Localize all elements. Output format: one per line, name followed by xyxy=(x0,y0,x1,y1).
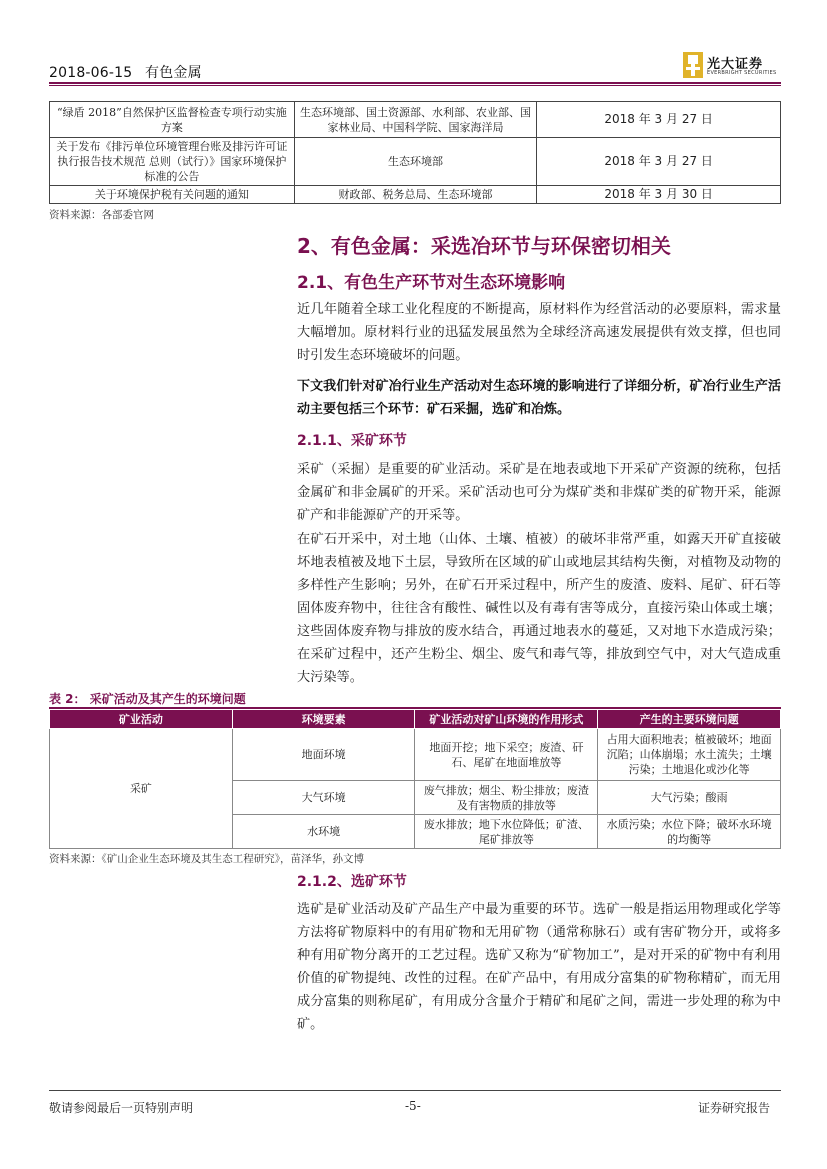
problem-cell: 大气污染；酸雨 xyxy=(598,781,781,815)
footer-rule xyxy=(49,1090,781,1091)
subsubsection-heading: 2.1.1、采矿环节 xyxy=(297,433,407,449)
table-row xyxy=(50,138,781,186)
page-number: -5- xyxy=(405,1099,421,1113)
logo-mark-icon xyxy=(683,52,703,78)
logo-text: 光大证券 xyxy=(707,57,764,72)
form-cell: 废水排放；地下水位降低；矿渣、尾矿排放等 xyxy=(415,815,598,849)
policy-dept-cell: 生态环境部 xyxy=(294,138,537,186)
paragraph: 近几年随着全球工业化程度的不断提高，原材料作为经営活动的必要原料，需求量大幅增加。原材料行业的迅猛发展虽然为全球经济高速发展提供有效支撑，但也同时引发生态环境破坏的问题。 xyxy=(297,302,781,363)
subsection-heading: 2.1、有色生产环节对生态环境影响 xyxy=(297,273,566,293)
table2-source: 资料来源：《矿山企业生态环境及其生态工程研究》，苗泽华，孙文博 xyxy=(49,853,364,865)
paragraph-block-2 xyxy=(297,375,781,421)
section-heading: 2、有色金属：采选冶环节与环保密切相关 xyxy=(297,234,671,258)
column-header: 矿业活动对矿山环境的作用形式 xyxy=(415,710,598,729)
column-header: 产生的主要环境问题 xyxy=(598,710,781,729)
report-header xyxy=(49,62,202,82)
policy-title-cell: 关于环境保护税有关问题的通知 xyxy=(50,186,295,204)
form-cell: 地面开挖；地下采空；废渣、矸石、尾矿在地面堆放等 xyxy=(415,729,598,781)
policy-dept-cell: 生态环境部、国土资源部、水利部、农业部、国家林业局、中国科学院、国家海洋局 xyxy=(294,102,537,138)
column-header: 矿业活动 xyxy=(50,710,233,729)
paragraph: 选矿是矿业活动及矿产品生产中最为重要的环节。选矿一般是指运用物理或化学等方法将矿物原料中的有用矿物和无用矿物（通常称脉石）或有害矿物分开，或将多种有用矿物分离开的工艺过程。选矿又称为“矿物加工”，是对开采的矿物中有利用价值的矿物提纯、改性的过程。在矿产品中，有用成分富集的矿物称精矿，而无用成分富集的则称尾矿，有用成分含量介于精矿和尾矿之间，需进一步处理的称为中矿。 xyxy=(297,902,781,1032)
form-cell: 废气排放；烟尘、粉尘排放；废渣及有害物质的排放等 xyxy=(415,781,598,815)
activity-cell: 采矿 xyxy=(50,729,233,849)
paragraph: 在矿石开采中，对土地（山体、土壤、植被）的破坏非常严重，如露天开矿直接破坏地表植被及地下土层，导致所在区域的矿山或地层其结构失衡，对植物及动物的多样性产生影响；另外，在矿石开采过程中，所产生的废渣、废料、尾矿、矸石等固体废弃物中，往往含有酸性、碱性以及有毒有害等成分，直接污染山体或土壤；这些固体废弃物与排放的废水结合，再通过地表水的蔓延，又对地下水造成污染；在采矿过程中，还产生粉尘、烟尘、废气和毒气等，排放到空气中，对大气造成重大污染等。 xyxy=(297,532,781,685)
problem-cell: 水质污染；水位下降；破坏水环境的均衡等 xyxy=(598,815,781,849)
paragraph: 采矿（采掘）是重要的矿业活动。采矿是在地表或地下开采矿产资源的统称，包括金属矿和非金属矿的开采。采矿活动也可分为煤矿类和非煤矿类的矿物开采，能源矿产和非能源矿产的开采等。 xyxy=(297,462,781,523)
table-row xyxy=(50,729,781,781)
mining-impact-table xyxy=(49,709,781,849)
policy-date-cell: 2018 年 3 月 27 日 xyxy=(537,102,781,138)
policy-date-cell: 2018 年 3 月 27 日 xyxy=(537,138,781,186)
table-row xyxy=(50,186,781,204)
policy-title-cell: 关于发布《排污单位环境管理台账及排污许可证执行报告技术规范 总则（试行）》国家环境保护标准的公告 xyxy=(50,138,295,186)
element-cell: 大气环境 xyxy=(232,781,415,815)
paragraph-block-5 xyxy=(297,898,781,1036)
header-rule xyxy=(49,82,781,84)
company-logo xyxy=(683,52,783,82)
policy-dept-cell: 财政部、税务总局、生态环境部 xyxy=(294,186,537,204)
paragraph-block-4 xyxy=(297,528,781,689)
element-cell: 水环境 xyxy=(232,815,415,849)
logo-subtext: EVERBRIGHT SECURITIES xyxy=(707,70,777,76)
policy-table xyxy=(49,101,781,204)
column-header: 环境要素 xyxy=(232,710,415,729)
table1-source: 资料来源：各部委官网 xyxy=(49,209,154,221)
report-sector: 有色金属 xyxy=(145,65,202,81)
policy-title-cell: “绿盾 2018”自然保护区监督检查专项行动实施方案 xyxy=(50,102,295,138)
problem-cell: 占用大面积地表；植被破坏；地面沉陷；山体崩塌；水土流失；土壤污染；土地退化或沙化等 xyxy=(598,729,781,781)
element-cell: 地面环境 xyxy=(232,729,415,781)
report-date: 2018-06-15 xyxy=(49,65,133,81)
paragraph-block-1 xyxy=(297,298,781,367)
policy-date-cell: 2018 年 3 月 30 日 xyxy=(537,186,781,204)
table-header-row xyxy=(50,710,781,729)
paragraph-block-3 xyxy=(297,458,781,527)
paragraph-bold: 下文我们针对矿冶行业生产活动对生态环境的影响进行了详细分析，矿冶行业生产活动主要包括三个环节：矿石采掘，选矿和冶炼。 xyxy=(297,379,781,417)
table-row xyxy=(50,102,781,138)
subsubsection-heading: 2.1.2、选矿环节 xyxy=(297,874,407,890)
footer-report-type: 证券研究报告 xyxy=(698,1101,771,1115)
table2-caption: 表 2： 采矿活动及其产生的环境问题 xyxy=(49,692,246,706)
header-rule-thin xyxy=(49,85,781,86)
footer-disclaimer: 敬请参阅最后一页特别声明 xyxy=(49,1101,194,1115)
